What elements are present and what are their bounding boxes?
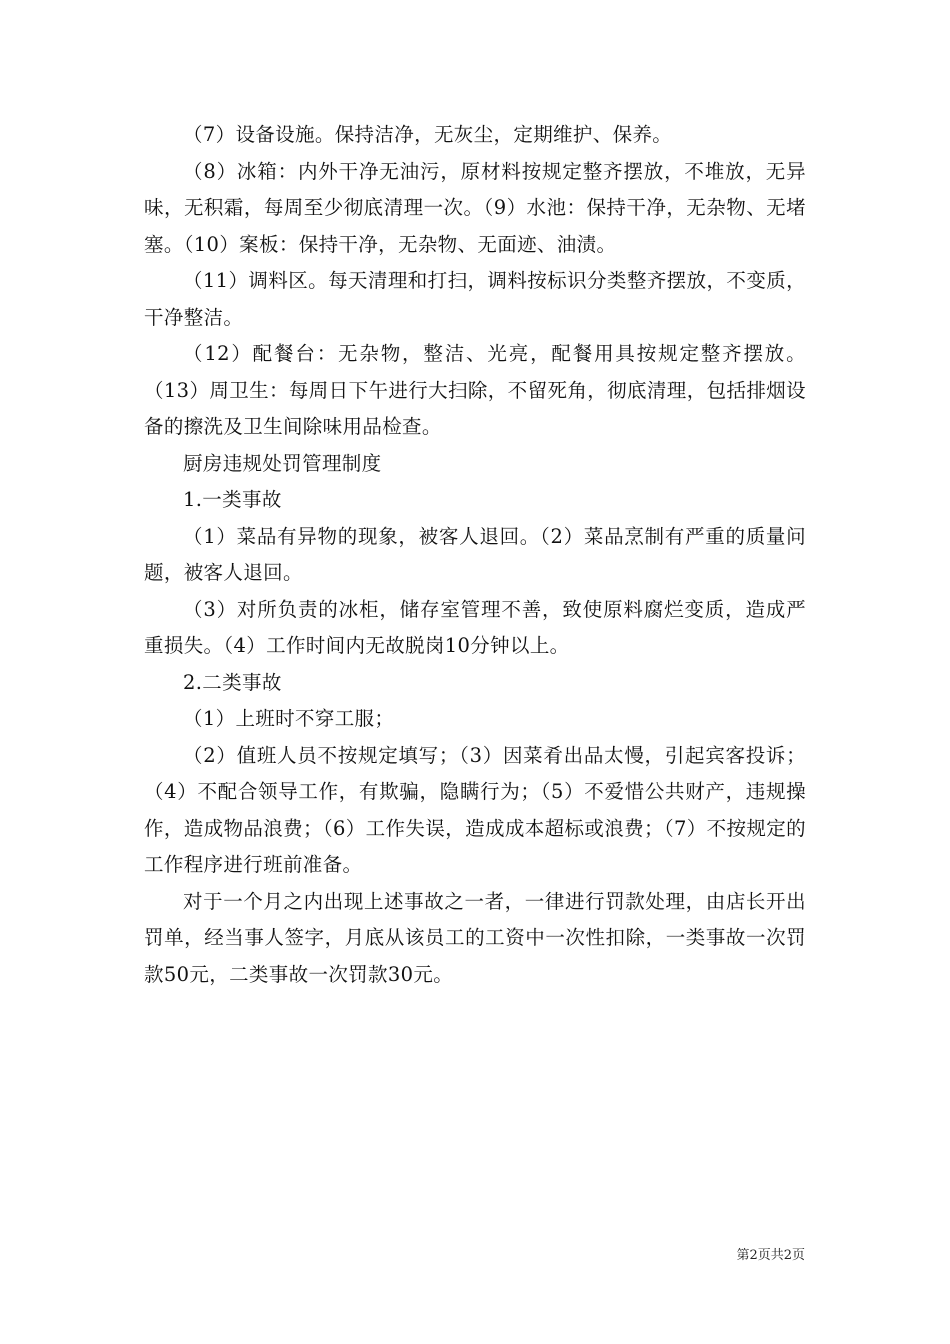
subheading-class-two-accident: 2.二类事故 bbox=[183, 670, 282, 694]
section-heading-penalty-rules: 厨房违规处罚管理制度 bbox=[183, 451, 382, 475]
document-body bbox=[144, 117, 806, 993]
paragraph-fridge-sink-board: （8）冰箱：内外干净无油污，原材料按规定整齐摆放，不堆放，无异味，无积霜，每周至少彻底清理一次。（9）水池：保持干净，无杂物、无堵塞。（10）案板：保持干净，无杂物、无面迹、油渍。 bbox=[144, 159, 806, 256]
page-number: 第2页共2页 bbox=[736, 1248, 805, 1263]
paragraph-serving-counter: （12）配餐台：无杂物，整洁、光亮，配餐用具按规定整齐摆放。（13）周卫生：每周日下午进行大扫除，不留死角，彻底清理，包括排烟设备的擦洗及卫生间除味用品检查。 bbox=[144, 342, 806, 438]
paragraph-seasoning-area: （11）调料区。每天清理和打扫，调料按标识分类整齐摆放，不变质，干净整洁。 bbox=[144, 269, 806, 329]
paragraph-class-one-items-a: （1）菜品有异物的现象，被客人退回。（2）菜品烹制有严重的质量问题，被客人退回。 bbox=[144, 524, 806, 584]
paragraph-fine-policy: 对于一个月之内出现上述事故之一者，一律进行罚款处理，由店长开出罚单，经当事人签字，月底从该员工的工资中一次性扣除，一类事故一次罚款50元，二类事故一次罚款30元。 bbox=[144, 889, 806, 986]
paragraph-class-one-items-b: （3）对所负责的冰柜，储存室管理不善，致使原料腐烂变质，造成严重损失。（4）工作时间内无故脱岗10分钟以上。 bbox=[144, 597, 806, 657]
paragraph-class-two-items: （2）值班人员不按规定填写；（3）因菜肴出品太慢，引起宾客投诉；（4）不配合领导工作，有欺骗，隐瞒行为；（5）不爱惜公共财产，违规操作，造成物品浪费；（6）工作失误，造成成本超标或浪费；（7）不按规定的工作程序进行班前准备。 bbox=[144, 743, 806, 876]
subheading-class-one-accident: 1.一类事故 bbox=[183, 488, 282, 511]
paragraph-equipment: （7）设备设施。保持洁净，无灰尘，定期维护、保养。 bbox=[183, 123, 673, 146]
paragraph-class-two-item-uniform: （1）上班时不穿工服； bbox=[183, 707, 395, 730]
